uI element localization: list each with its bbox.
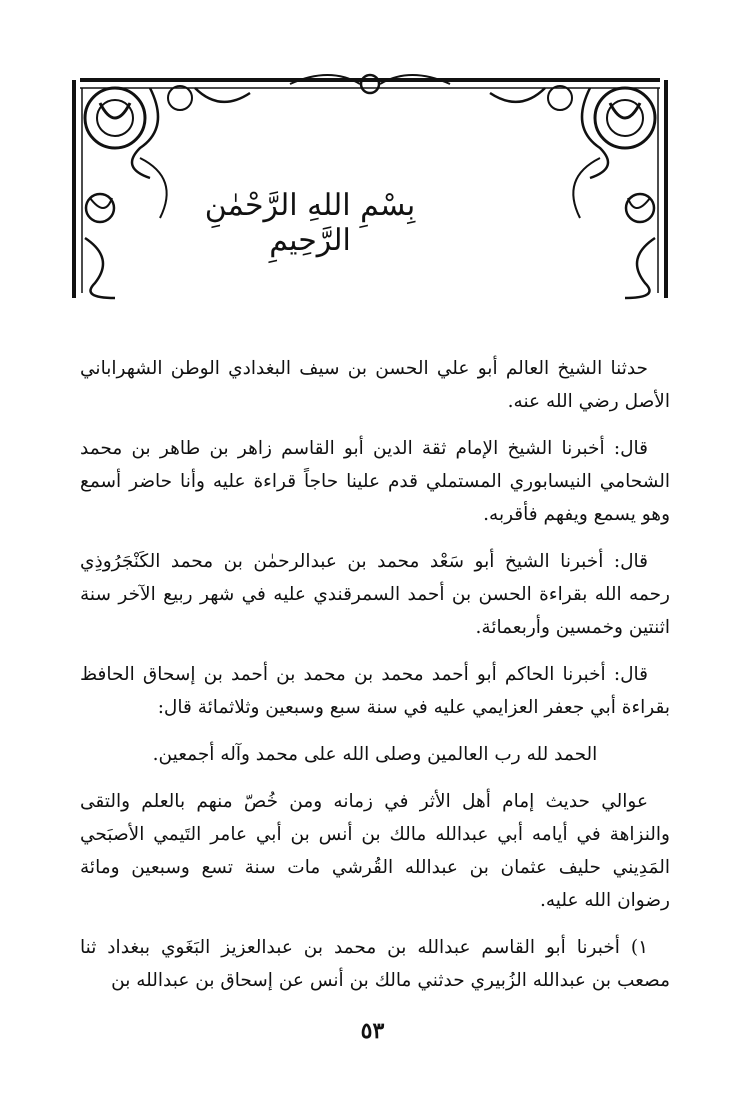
paragraph-isnad-kanjarudhi: قال: أخبرنا الشيخ أبو سَعْد محمد بن عبدالرحمٰن بن محمد الكَنْجَرُوذِي رحمه الله بقراءة الحسن بن أحمد السمرقندي عليه في شهر ربيع الآخر سنة اثنتين وخمسين وأربعمائة. [80, 551, 670, 638]
floral-arabesque-border-icon [60, 58, 680, 308]
document-body [80, 352, 670, 1011]
ornamental-header-frame [60, 58, 680, 308]
paragraph-isnad-hakim: قال: أخبرنا الحاكم أبو أحمد محمد بن محمد بن أحمد بن إسحاق الحافظ بقراءة أبي جعفر العزايمي عليه في سنة سبع وسبعين وثلاثمائة قال: [80, 664, 670, 718]
paragraph-isnad-zahir: قال: أخبرنا الشيخ الإمام ثقة الدين أبو القاسم زاهر بن طاهر بن محمد الشحامي النيسابوري المستملي قدم علينا حاجاً قراءة عليه وأنا حاضر أسمع وهو يسمع ويفهم فأقربه. [80, 438, 670, 525]
paragraph-isnad-intro: حدثنا الشيخ العالم أبو علي الحسن بن سيف البغدادي الوطن الشهراباني الأصل رضي الله عنه. [80, 358, 670, 412]
paragraph-hadith-1: ١) أخبرنا أبو القاسم عبدالله بن محمد بن عبدالعزيز البَغَوي ببغداد ثنا مصعب بن عبدالله الزُبيري حدثني مالك بن أنس عن إسحاق بن عبدالله بن [80, 937, 670, 991]
page-number: ٥٣ [360, 1018, 385, 1044]
paragraph-hamdala: الحمد لله رب العالمين وصلى الله على محمد وآله أجمعين. [152, 744, 598, 765]
basmala-heading: بِسْمِ اللهِ الرَّحْمٰنِ الرَّحِيمِ [204, 188, 416, 258]
paragraph-awali-malik: عوالي حديث إمام أهل الأثر في زمانه ومن خُصّ منهم بالعلم والتقى والنزاهة في أيامه أبي عبدالله مالك بن أنس بن أبي عامر التَيمي الأصبَحي المَدِيني حليف عثمان بن عبدالله القُرشي مات سنة تسع وسبعين ومائة رضوان الله عليه. [80, 791, 670, 911]
